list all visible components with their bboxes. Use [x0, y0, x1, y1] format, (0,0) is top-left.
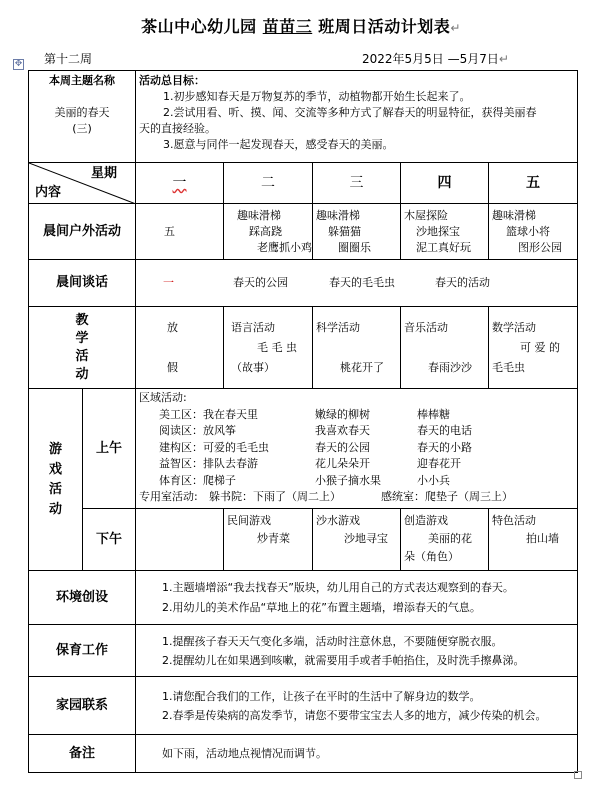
play-am-label: 上午: [83, 389, 136, 509]
talk-item: 春天的毛毛虫: [329, 276, 395, 289]
play-am-row: [29, 389, 578, 509]
notes-label: 备注: [29, 735, 136, 773]
morning-outdoor-row: [29, 204, 578, 260]
environment-label: 环境创设: [29, 571, 136, 625]
teaching-day-4: 音乐活动 春雨沙沙: [401, 307, 489, 389]
goal-item: 1.初步感知春天是万物复苏的季节，动植物都开始生长起来了。: [163, 90, 471, 103]
table-resize-handle[interactable]: [574, 771, 582, 779]
care-cell: 1.提醒孩子春天天气变化多端，活动时注意休息，不要随便穿脱衣服。 2.提醒幼儿在如果遇到咳嗽，就需要用手或者手帕掐住，及时洗手擦鼻涕。: [136, 625, 578, 677]
goal-item: 3.愿意与同伴一起发现春天，感受春天的美丽。: [163, 138, 394, 151]
area-row: 美工区：我在春天里 嫩绿的柳树 棒棒糖: [159, 407, 450, 421]
environment-row: [29, 571, 578, 625]
area-row: 益智区：排队去春游 花儿朵朵开 迎春花开: [159, 457, 461, 470]
talk-item: 春天的活动: [435, 276, 490, 289]
teaching-row: [29, 307, 578, 389]
play-pm-label: 下午: [83, 509, 136, 571]
notes-cell: 如下雨，活动地点视情况而调节。: [136, 735, 578, 773]
area-title: 区域活动:: [139, 391, 187, 404]
pm-day-1: [136, 509, 224, 571]
area-row: 建构区：可爱的毛毛虫 春天的公园 春天的小路: [159, 440, 472, 454]
goals-cell: 活动总目标： 1.初步感知春天是万物复苏的季节，动植物都开始生长起来了。 2.尝试用看、听、摸、闻、交流等多种方式了解春天的明显特征，获得美丽春 天的直接经验。 3.愿意与同伴一起发现春天，感受春天的美丽。: [136, 71, 578, 163]
outdoor-day-3: 趣味滑梯 躲猫猫 圈圈乐: [313, 204, 401, 260]
morning-talk-row: [29, 260, 578, 307]
theme-row: [29, 71, 578, 163]
care-row: [29, 625, 578, 677]
environment-cell: 1.主题墙增添“我去找春天”版块，幼儿用自己的方式表达观察到的春天。 2.用幼儿的美术作品“草地上的花”布置主题墙，增添春天的气息。: [136, 571, 578, 625]
teaching-day-5: 数学活动 可 爱 的 毛毛虫: [489, 307, 578, 389]
notes-row: [29, 735, 578, 773]
area-row: 阅读区：放风筝 我喜欢春天 春天的电话: [159, 424, 472, 437]
theme-name-part: (三): [72, 122, 92, 135]
title-kindergarten: 茶山中心幼儿园: [141, 17, 257, 36]
goal-item: 2.尝试用看、听、摸、闻、交流等多种方式了解春天的明显特征，获得美丽春: [163, 106, 537, 119]
pm-day-3: 沙水游戏 沙地寻宝: [313, 509, 401, 571]
pm-day-4: 创造游戏 美丽的花 朵（角色）: [401, 509, 489, 571]
morning-talk-cell: [136, 260, 578, 307]
area-row: 体育区：爬梯子 小猴子摘水果 小小兵: [159, 473, 450, 487]
family-cell: 1.请您配合我们的工作，让孩子在平时的生活中了解身边的数学。 2.春季是传染病的高发季节，请您不要带宝宝去人多的地方，减少传染的机会。: [136, 677, 578, 735]
outdoor-day-1: 五: [136, 204, 224, 260]
care-label: 保育工作: [29, 625, 136, 677]
area-activities-cell: [136, 389, 578, 509]
day-5-header: 五: [489, 163, 578, 204]
teaching-day-1: 放 假: [136, 307, 224, 389]
day-3-header: 三: [313, 163, 401, 204]
talk-item: 一: [163, 276, 174, 289]
date-range: 2022年5月5日 —5月7日↵: [362, 52, 509, 66]
morning-talk-label: 晨间谈话: [29, 260, 136, 307]
week-label: 第十二周: [44, 52, 93, 66]
day-2-header: 二: [224, 163, 313, 204]
day-4-header: 四: [401, 163, 489, 204]
outdoor-day-5: 趣味滑梯 篮球小将 图形公园: [489, 204, 578, 260]
play-pm-row: [29, 509, 578, 571]
outdoor-day-2: 趣味滑梯 踩高跷 老鹰抓小鸡: [224, 204, 313, 260]
morning-outdoor-label: 晨间户外活动: [29, 204, 136, 260]
title-plan-name: 班周日活动计划表: [318, 17, 451, 36]
title-class-name: 苗苗三: [262, 17, 313, 36]
teaching-day-3: 科学活动 桃花开了: [313, 307, 401, 389]
days-header-row: [29, 163, 578, 204]
family-label: 家园联系: [29, 677, 136, 735]
day-1-header: 一: [136, 163, 224, 204]
pm-day-5: 特色活动 拍山墙: [489, 509, 578, 571]
theme-name: 美丽的春天: [54, 106, 110, 119]
weekly-plan-table: [28, 70, 578, 773]
goal-item: 天的直接经验。: [139, 122, 216, 135]
table-move-handle-icon[interactable]: ✥: [14, 59, 23, 69]
talk-item: 春天的公园: [233, 276, 288, 289]
teaching-label: 教 学 活 动: [29, 307, 136, 389]
pm-day-2: 民间游戏 炒青菜: [224, 509, 313, 571]
family-row: [29, 677, 578, 735]
special-room-row: 专用室活动: 躲书院：下雨了（周二上） 感统室：爬垫子（周三上）: [139, 490, 513, 503]
paragraph-mark: ↵: [450, 21, 461, 35]
page-title: [0, 14, 602, 37]
outdoor-day-4: 木屋探险 沙地探宝 泥工真好玩: [401, 204, 489, 260]
day-content-corner: 星期 内容: [29, 163, 136, 204]
teaching-day-2: 语言活动 毛 毛 虫 （故事）: [224, 307, 313, 389]
play-label: 游 戏 活 动: [29, 389, 83, 571]
theme-cell: 本周主题名称 美丽的春天 (三): [29, 71, 136, 163]
